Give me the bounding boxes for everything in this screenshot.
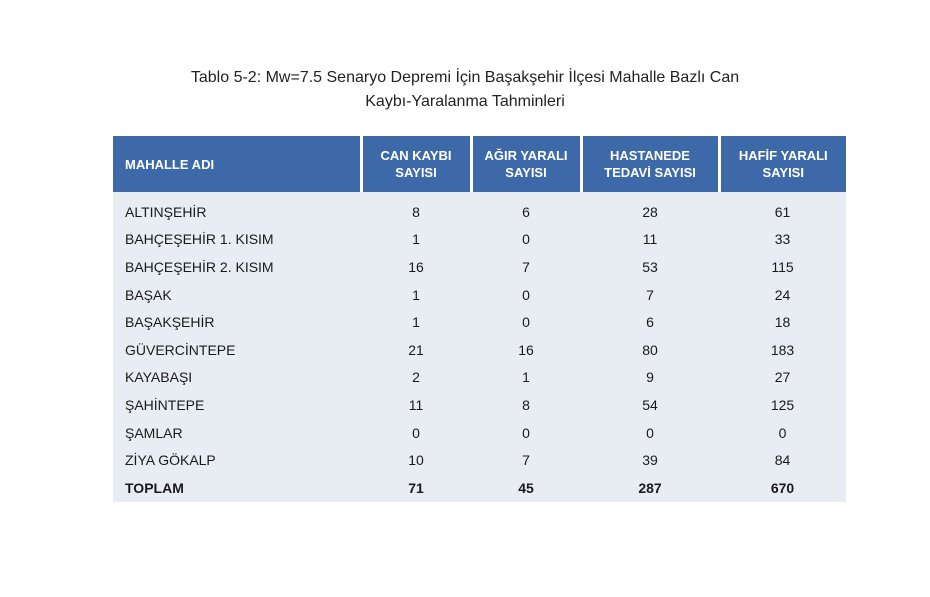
table-row [113,308,846,336]
total-row [113,474,846,502]
cell-hastanede-tedavi: 7 [581,281,719,309]
total-hafif-yarali: 670 [719,474,846,502]
table-row [113,198,846,226]
header-mahalle-adi: MAHALLE ADI [113,136,361,192]
cell-can-kaybi: 16 [361,253,471,281]
row-name: BAHÇEŞEHİR 1. KISIM [113,226,361,254]
table-row [113,281,846,309]
table-body [113,192,846,502]
header-hastanede-tedavi: HASTANEDE TEDAVİ SAYISI [581,136,719,192]
cell-agir-yarali: 16 [471,336,581,364]
total-agir-yarali: 45 [471,474,581,502]
cell-hafif-yarali: 61 [719,198,846,226]
cell-can-kaybi: 21 [361,336,471,364]
table-row [113,364,846,392]
cell-hastanede-tedavi: 11 [581,226,719,254]
cell-hafif-yarali: 0 [719,419,846,447]
cell-agir-yarali: 0 [471,226,581,254]
cell-can-kaybi: 1 [361,226,471,254]
cell-hastanede-tedavi: 28 [581,198,719,226]
table-row [113,336,846,364]
table-caption [0,66,930,114]
cell-hastanede-tedavi: 53 [581,253,719,281]
cell-hafif-yarali: 125 [719,391,846,419]
cell-agir-yarali: 6 [471,198,581,226]
cell-hastanede-tedavi: 39 [581,446,719,474]
casualty-table [113,136,846,502]
row-name: BAHÇEŞEHİR 2. KISIM [113,253,361,281]
cell-can-kaybi: 2 [361,364,471,392]
data-table [113,136,846,502]
cell-hafif-yarali: 33 [719,226,846,254]
cell-hafif-yarali: 27 [719,364,846,392]
row-name: GÜVERCİNTEPE [113,336,361,364]
row-name: ALTINŞEHİR [113,198,361,226]
row-name: BAŞAKŞEHİR [113,308,361,336]
cell-can-kaybi: 1 [361,281,471,309]
cell-hastanede-tedavi: 54 [581,391,719,419]
cell-agir-yarali: 8 [471,391,581,419]
cell-hafif-yarali: 183 [719,336,846,364]
caption-line-1: Tablo 5-2: Mw=7.5 Senaryo Depremi İçin Başakşehir İlçesi Mahalle Bazlı Can [190,69,740,86]
cell-can-kaybi: 10 [361,446,471,474]
table-header [113,136,846,192]
table-row [113,419,846,447]
header-can-kaybi: CAN KAYBI SAYISI [361,136,471,192]
header-hafif-yarali: HAFİF YARALI SAYISI [719,136,846,192]
cell-can-kaybi: 0 [361,419,471,447]
cell-hastanede-tedavi: 0 [581,419,719,447]
cell-agir-yarali: 0 [471,419,581,447]
cell-agir-yarali: 1 [471,364,581,392]
cell-can-kaybi: 8 [361,198,471,226]
cell-agir-yarali: 7 [471,253,581,281]
cell-hafif-yarali: 24 [719,281,846,309]
total-can-kaybi: 71 [361,474,471,502]
cell-agir-yarali: 7 [471,446,581,474]
table-row [113,446,846,474]
cell-hastanede-tedavi: 80 [581,336,719,364]
cell-can-kaybi: 11 [361,391,471,419]
cell-hafif-yarali: 18 [719,308,846,336]
row-name: KAYABAŞI [113,364,361,392]
cell-hastanede-tedavi: 9 [581,364,719,392]
cell-agir-yarali: 0 [471,281,581,309]
cell-hafif-yarali: 84 [719,446,846,474]
header-agir-yarali: AĞIR YARALI SAYISI [471,136,581,192]
row-name: BAŞAK [113,281,361,309]
table-row [113,226,846,254]
table-row [113,391,846,419]
cell-agir-yarali: 0 [471,308,581,336]
cell-hastanede-tedavi: 6 [581,308,719,336]
caption-line-2: Kaybı-Yaralanma Tahminleri [365,93,565,110]
cell-can-kaybi: 1 [361,308,471,336]
row-name: ZİYA GÖKALP [113,446,361,474]
total-hastanede-tedavi: 287 [581,474,719,502]
total-label: TOPLAM [113,474,361,502]
row-name: ŞAMLAR [113,419,361,447]
cell-hafif-yarali: 115 [719,253,846,281]
row-name: ŞAHİNTEPE [113,391,361,419]
table-row [113,253,846,281]
